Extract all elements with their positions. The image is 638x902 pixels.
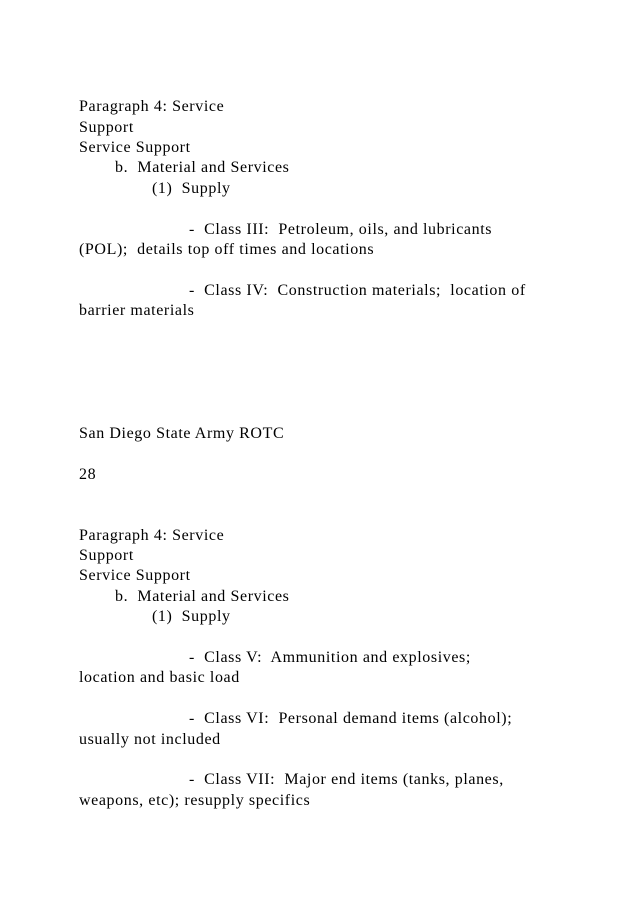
section1-heading-line1: Paragraph 4: Service: [79, 98, 225, 115]
section1-item2-line2: barrier materials: [79, 302, 195, 319]
section2-sub-1: (1) Supply: [152, 608, 231, 625]
section2-item3-line2: weapons, etc); resupply specifics: [79, 792, 311, 809]
section1-item1-line1: - Class III: Petroleum, oils, and lubricants: [189, 221, 493, 238]
section2-item2-line1: - Class VI: Personal demand items (alcohol);: [189, 710, 513, 727]
section2-subheading: Service Support: [79, 567, 191, 584]
footer-page-number: 28: [79, 466, 97, 483]
section2-heading-line1: Paragraph 4: Service: [79, 527, 225, 544]
section2-item3-line1: - Class VII: Major end items (tanks, planes,: [189, 771, 504, 788]
section2-heading-line2: Support: [79, 547, 134, 564]
section1-item2-line1: - Class IV: Construction materials; location of: [189, 282, 526, 299]
section2-item1-line1: - Class V: Ammunition and explosives;: [189, 649, 471, 666]
section1-item1-line2: (POL); details top off times and locations: [79, 241, 375, 258]
section1-subheading: Service Support: [79, 139, 191, 156]
section1-sub-b: b. Material and Services: [115, 159, 290, 176]
footer-organization: San Diego State Army ROTC: [79, 425, 285, 442]
section2-sub-b: b. Material and Services: [115, 588, 290, 605]
section2-item2-line2: usually not included: [79, 731, 221, 748]
section1-heading-line2: Support: [79, 119, 134, 136]
section2-item1-line2: location and basic load: [79, 669, 240, 686]
section1-sub-1: (1) Supply: [152, 180, 231, 197]
